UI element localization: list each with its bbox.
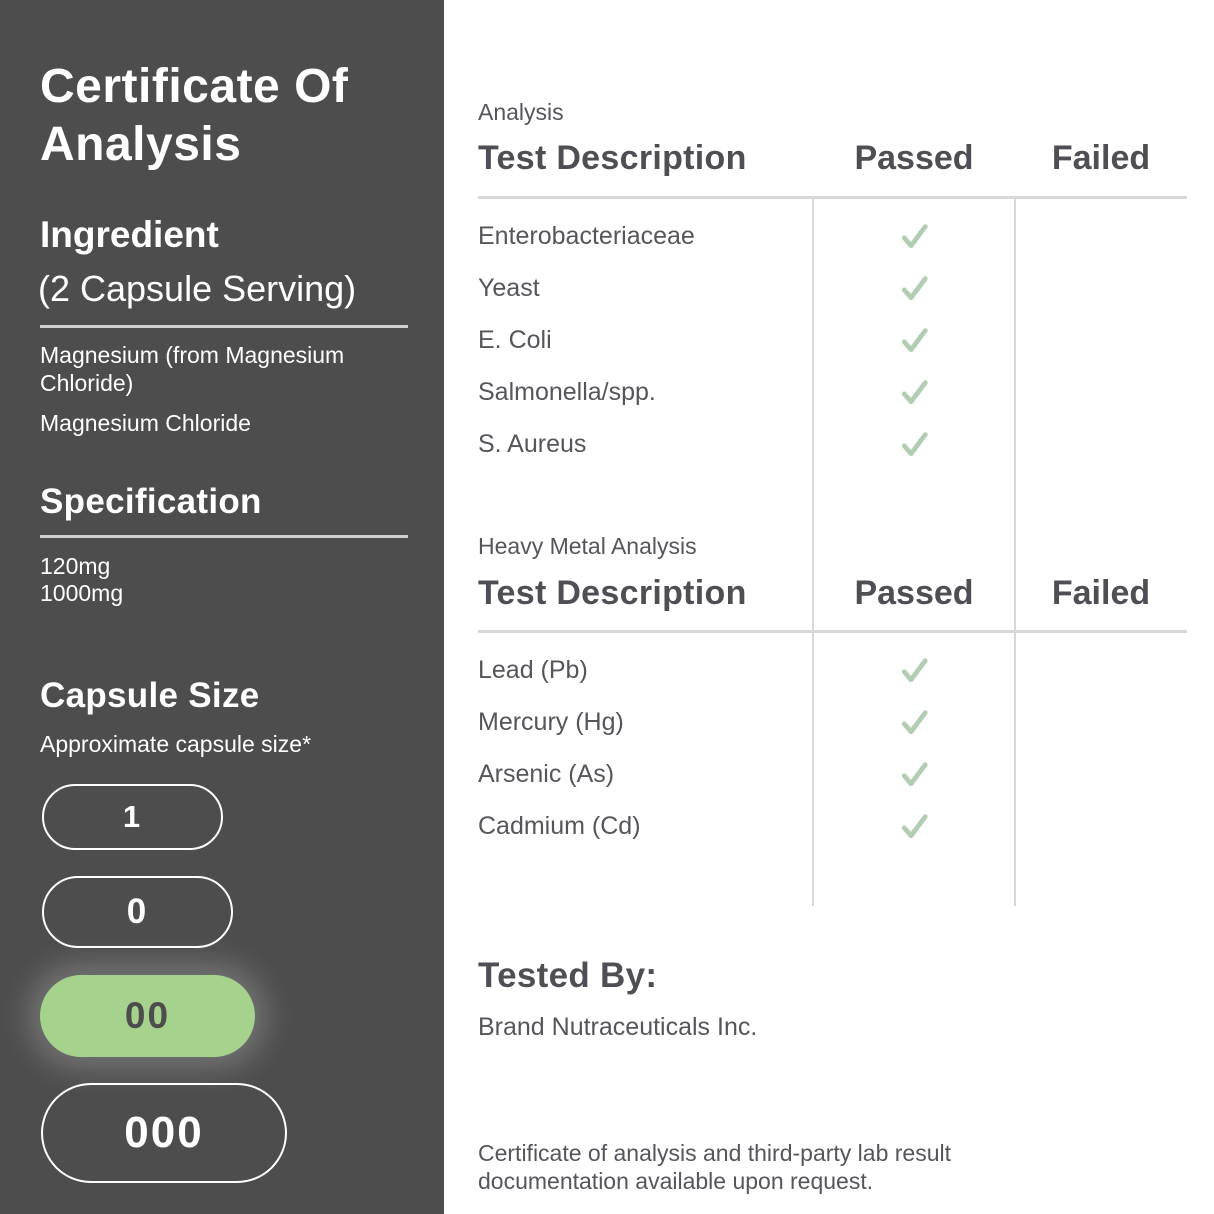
analysis-header-test-description: Test Description	[478, 139, 747, 177]
heavy-metal-header-passed: Passed	[854, 574, 974, 612]
capsule-size-option-0: 0	[42, 876, 233, 948]
analysis-table-rows	[478, 210, 1187, 470]
ingredient-divider	[40, 325, 408, 328]
capsule-size-option-000: 000	[41, 1083, 287, 1183]
table-row	[478, 210, 1187, 262]
table-row	[478, 644, 1187, 696]
ingredient-list	[40, 341, 415, 449]
check-icon	[896, 374, 932, 410]
heavy-metal-header-divider	[478, 630, 1187, 633]
test-name: Salmonella/spp.	[478, 377, 656, 406]
check-icon	[896, 218, 932, 254]
passed-cell	[813, 652, 1015, 688]
table-row	[478, 800, 1187, 852]
check-icon	[896, 270, 932, 306]
capsule-size-option-00-selected: 00	[40, 975, 255, 1057]
capsule-size-heading: Capsule Size	[40, 676, 260, 715]
heavy-metal-header-test-description: Test Description	[478, 574, 747, 612]
check-icon	[896, 322, 932, 358]
passed-cell	[813, 808, 1015, 844]
test-name: Mercury (Hg)	[478, 707, 624, 736]
table-row	[478, 366, 1187, 418]
passed-cell	[813, 756, 1015, 792]
capsule-size-option-1: 1	[42, 784, 223, 850]
heavy-metal-table-rows	[478, 644, 1187, 852]
specification-value: 120mg	[40, 553, 111, 579]
passed-cell	[813, 270, 1015, 306]
test-name: Arsenic (As)	[478, 759, 615, 788]
test-name: Yeast	[478, 273, 540, 302]
table-row	[478, 748, 1187, 800]
passed-cell	[813, 218, 1015, 254]
check-icon	[896, 808, 932, 844]
test-name: S. Aureus	[478, 429, 587, 458]
check-icon	[896, 652, 932, 688]
tested-by-value: Brand Nutraceuticals Inc.	[478, 1013, 758, 1041]
footer-note: Certificate of analysis and third-party lab result documentation available upon request.	[478, 1140, 951, 1194]
capsule-size-note: Approximate capsule size*	[40, 731, 312, 757]
test-name: Enterobacteriaceae	[478, 221, 695, 250]
specification-heading: Specification	[40, 482, 262, 521]
table-row	[478, 314, 1187, 366]
check-icon	[896, 756, 932, 792]
analysis-header-passed: Passed	[854, 139, 974, 177]
analysis-header-divider	[478, 196, 1187, 199]
ingredient-heading: Ingredient	[40, 214, 219, 255]
table-row	[478, 418, 1187, 470]
analysis-section-label: Analysis	[478, 99, 564, 125]
tested-by-heading: Tested By:	[478, 956, 658, 995]
ingredient-item: Magnesium Chloride	[40, 410, 251, 436]
test-name: E. Coli	[478, 325, 552, 354]
test-name: Lead (Pb)	[478, 655, 588, 684]
specification-values	[40, 553, 123, 607]
passed-cell	[813, 322, 1015, 358]
specification-value: 1000mg	[40, 580, 124, 606]
analysis-header-failed: Failed	[1051, 139, 1151, 177]
check-icon	[896, 426, 932, 462]
table-row	[478, 696, 1187, 748]
passed-cell	[813, 704, 1015, 740]
ingredient-item: Magnesium (from Magnesium Chloride)	[40, 342, 345, 396]
passed-cell	[813, 426, 1015, 462]
passed-cell	[813, 374, 1015, 410]
heavy-metal-section-label: Heavy Metal Analysis	[478, 533, 697, 559]
sidebar	[0, 0, 444, 1214]
test-name: Cadmium (Cd)	[478, 811, 641, 840]
page-title: Certificate Of Analysis	[40, 60, 349, 171]
check-icon	[896, 704, 932, 740]
heavy-metal-header-failed: Failed	[1051, 574, 1151, 612]
specification-divider	[40, 535, 408, 538]
ingredient-subheading: (2 Capsule Serving)	[38, 268, 357, 309]
table-row	[478, 262, 1187, 314]
